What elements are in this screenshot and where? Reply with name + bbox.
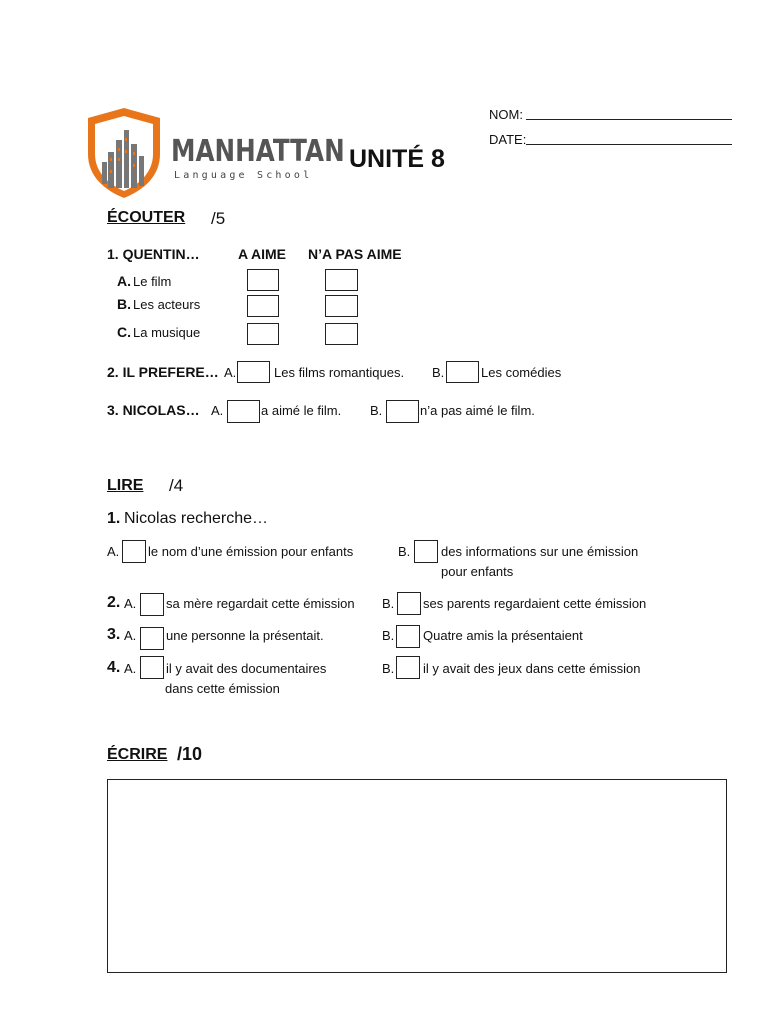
q1-item-letter: C. xyxy=(117,324,131,340)
checkbox-q2-b[interactable] xyxy=(446,361,479,383)
checkbox-film-pas-aime[interactable] xyxy=(325,269,358,291)
checkbox-lire-q3-b[interactable] xyxy=(396,625,420,648)
lire-q1-a-letter: A. xyxy=(107,544,120,559)
lire-q4-a-text-line2: dans cette émission xyxy=(165,681,280,696)
lire-q2-a-text: sa mère regardait cette émission xyxy=(166,596,355,611)
checkbox-lire-q4-b[interactable] xyxy=(396,656,420,679)
q2-label: 2. IL PREFERE… xyxy=(107,364,219,380)
q2-option-a-text: Les films romantiques. xyxy=(274,365,405,380)
page-title: UNITÉ 8 xyxy=(349,145,445,173)
q3-option-a-text: a aimé le film. xyxy=(261,403,342,418)
checkbox-q3-b[interactable] xyxy=(386,400,419,423)
section-ecrire-score: /10 xyxy=(177,744,203,764)
checkbox-lire-q4-a[interactable] xyxy=(140,656,164,679)
lire-q4-number: 4. xyxy=(107,659,121,676)
q1-item-text: Les acteurs xyxy=(133,297,201,312)
checkbox-acteurs-aime[interactable] xyxy=(247,295,279,317)
q2-option-b-letter: B. xyxy=(432,365,445,380)
col-a-aime: A AIME xyxy=(238,246,286,262)
checkbox-musique-aime[interactable] xyxy=(247,323,279,345)
nom-label: NOM: xyxy=(489,107,523,122)
q3-option-b-text: n’a pas aimé le film. xyxy=(420,403,535,418)
checkbox-acteurs-pas-aime[interactable] xyxy=(325,295,358,317)
date-label: DATE: xyxy=(489,132,527,147)
q1-label: 1. QUENTIN… xyxy=(107,246,200,262)
lire-q2-b-text: ses parents regardaient cette émission xyxy=(423,596,647,611)
date-field[interactable] xyxy=(526,144,732,145)
lire-q2-b-letter: B. xyxy=(382,596,395,611)
lire-q1-b-text-line2: pour enfants xyxy=(441,564,514,579)
brand-tagline: Language School xyxy=(174,170,313,181)
lire-q1-text: Nicolas recherche… xyxy=(124,510,269,527)
lire-q2-number: 2. xyxy=(107,594,121,611)
brand-name: MANHATTAN xyxy=(171,134,345,169)
section-lire-heading: LIRE xyxy=(107,477,144,494)
lire-q1-number: 1. xyxy=(107,510,121,527)
checkbox-lire-q2-a[interactable] xyxy=(140,593,164,616)
section-ecouter-heading: ÉCOUTER xyxy=(107,209,186,226)
lire-q1-b-letter: B. xyxy=(398,544,411,559)
lire-q3-number: 3. xyxy=(107,626,121,643)
checkbox-musique-pas-aime[interactable] xyxy=(325,323,358,345)
section-lire-score: /4 xyxy=(169,476,184,495)
q2-option-b-text: Les comédies xyxy=(481,365,562,380)
checkbox-film-aime[interactable] xyxy=(247,269,279,291)
lire-q4-a-text-line1: il y avait des documentaires xyxy=(166,661,327,676)
lire-q3-a-text: une personne la présentait. xyxy=(166,628,324,643)
lire-q1-b-text-line1: des informations sur une émission xyxy=(441,544,639,559)
shield-logo-icon xyxy=(84,106,164,200)
writing-area[interactable] xyxy=(107,779,727,973)
q3-option-a-letter: A. xyxy=(211,403,224,418)
q1-item-letter: B. xyxy=(117,296,131,312)
checkbox-q2-a[interactable] xyxy=(237,361,270,383)
q3-label: 3. NICOLAS… xyxy=(107,402,200,418)
lire-q4-a-letter: A. xyxy=(124,661,137,676)
lire-q3-a-letter: A. xyxy=(124,628,137,643)
lire-q3-b-letter: B. xyxy=(382,628,395,643)
lire-q1-a-text: le nom d’une émission pour enfants xyxy=(148,544,354,559)
col-na-pas-aime: N’A PAS AIME xyxy=(308,246,402,262)
q1-item-text: Le film xyxy=(133,274,172,289)
checkbox-lire-q3-a[interactable] xyxy=(140,627,164,650)
q2-option-a-letter: A. xyxy=(224,365,237,380)
lire-q4-b-text: il y avait des jeux dans cette émission xyxy=(423,661,641,676)
q3-option-b-letter: B. xyxy=(370,403,383,418)
school-logo xyxy=(84,106,164,200)
section-ecouter-score: /5 xyxy=(211,209,226,228)
nom-field[interactable] xyxy=(526,119,732,120)
lire-q3-b-text: Quatre amis la présentaient xyxy=(423,628,583,643)
checkbox-q3-a[interactable] xyxy=(227,400,260,423)
lire-q2-a-letter: A. xyxy=(124,596,137,611)
q1-item-text: La musique xyxy=(133,325,201,340)
lire-q4-b-letter: B. xyxy=(382,661,395,676)
checkbox-lire-q2-b[interactable] xyxy=(397,592,421,615)
q1-item-letter: A. xyxy=(117,273,131,289)
checkbox-lire-q1-a[interactable] xyxy=(122,540,146,563)
checkbox-lire-q1-b[interactable] xyxy=(414,540,438,563)
section-ecrire-heading: ÉCRIRE xyxy=(107,746,168,763)
